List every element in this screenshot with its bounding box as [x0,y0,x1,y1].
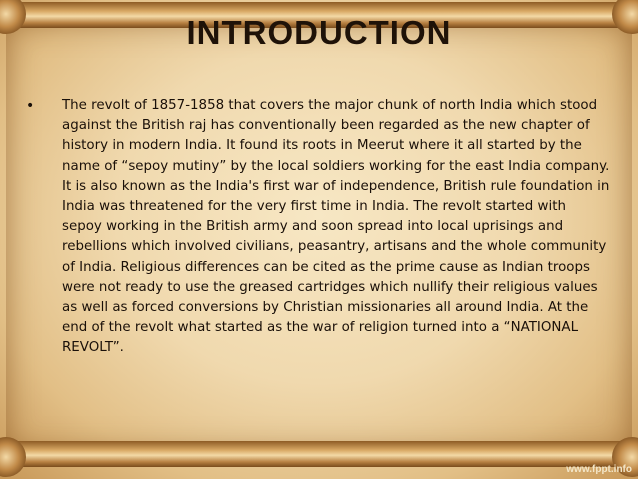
watermark: www.fppt.info [566,464,632,475]
bullet-icon: • [26,98,35,114]
slide-title: INTRODUCTION [186,14,452,51]
scroll-bottom-rod [0,441,638,467]
slide-body [26,96,610,359]
bullet-item [26,96,610,359]
bullet-text: The revolt of 1857-1858 that covers the major chunk of north India which stood against the British raj has conventionally been regarded as the new chapter of history in modern India. It found its roots in Meerut where it all started by the name of “sepoy mutiny” by the local soldiers working for the east India company. It is also known as the India's first war of independence, British rule foundation in India was threatened for the very first time in India. The revolt started with sepoy working in the British army and soon spread into local uprisings and rebellions which involved civilians, peasantry, artisans and the whole community of India. Religious differences can be cited as the prime cause as Indian troops were not ready to use the greased cartridges which nullify their religious values as well as forced conversions by Christian missionaries all around India. At the end of the revolt what started as the war of religion turned into a “NATIONAL REVOLT”. [62,98,610,356]
